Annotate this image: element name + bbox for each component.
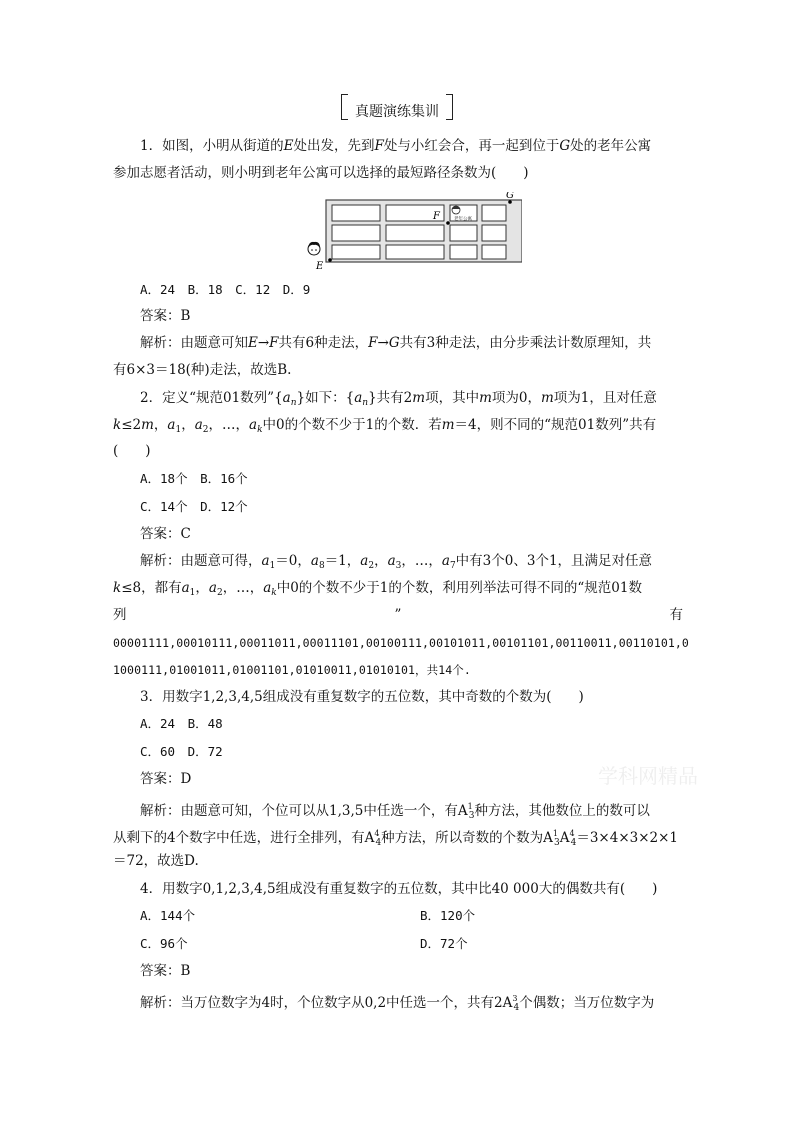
point-E <box>328 258 332 262</box>
q2-explanation-line2: k≤8，都有$a_1$，$a_2$，…，$a_k$中0的个数不少于1的个数，利用列举法可得不同的“规范01数 <box>113 580 642 598</box>
q3-explanation-line1: 解析：由题意可知，个位可以从1,3,5中任选一个，有$A^1_3$种方法，其他数位上的数可以 <box>140 802 650 821</box>
label-F: F <box>433 211 440 222</box>
q1-answer: 答案：B <box>140 308 191 324</box>
q4-answer: 答案：B <box>140 963 191 979</box>
q2-sequence-list-line2: 1000111,01001011,01001101,01010011,01010101，共14个. <box>113 663 471 677</box>
watermark: 学科网精品 <box>598 764 698 788</box>
q3-answer: 答案：D <box>140 771 192 787</box>
q2-line3: ( ) <box>113 443 151 459</box>
section-title-text: 真题演练集训 <box>355 104 439 120</box>
label-G: G <box>506 192 514 201</box>
q1-explanation-line1: 解析：由题意可知E→F共有6种走法，F→G共有3种走法，由分步乘法计数原理知，共 <box>140 335 652 351</box>
q2-explanation-line1: 解析：由题意可得，$a_1=0$，$a_8=1$，$a_2$，$a_3$，…，$a_7$中有3个0、3个1，且满足对任意 <box>140 553 653 571</box>
q3-explanation-line3: ＝72，故选D. <box>113 853 199 869</box>
q4-line1: 4．用数字0,1,2,3,4,5组成没有重复数字的五位数，其中比40 000大的偶数共有( ) <box>140 881 658 897</box>
boy-icon <box>308 242 320 255</box>
q3-options-ab: A．24 B．48 <box>140 716 223 731</box>
right-bracket <box>446 94 453 120</box>
q1-line1: 1．如图，小明从街道的E处出发，先到F处与小红会合，再一起到位于G处的老年公寓 <box>140 138 652 154</box>
q1-options: A．24 B．18 C．12 D．9 <box>140 282 311 297</box>
q2-sequence-list-line1: 00001111,00010111,00011011,00011101,00100111,00101011,00101101,00110011,00110101,0 <box>113 636 689 650</box>
point-F <box>446 221 450 225</box>
section-title <box>341 94 453 120</box>
q3-line1: 3．用数字1,2,3,4,5组成没有重复数字的五位数，其中奇数的个数为( ) <box>140 689 584 705</box>
q3-explanation-line2: 从剩下的4个数字中任选，进行全排列，有$A^4_4$种方法，所以奇数的个数为$A^1_3A^4_4=3\times 4\times 3\times 2\times 1$ <box>113 829 679 848</box>
apartment-sign: 老年公寓 <box>454 217 472 222</box>
girl-icon <box>452 206 460 214</box>
q2-answer: 答案：C <box>140 526 191 542</box>
q2-line1: 2．定义“规范01数列$”\{a_n\}$如下：$\{a_n\}$共有2m项，其中m项为0，m项为1，且对任意 <box>140 390 657 408</box>
q1-explanation-line2: 有6×3＝18(种)走法，故选B. <box>113 362 292 378</box>
q4-options-row2: C．96个 D．72个 <box>140 936 468 951</box>
q2-options-cd: C．14个 D．12个 <box>140 499 248 514</box>
label-E: E <box>316 261 324 270</box>
q4-options-row1: A．144个 B．120个 <box>140 908 476 923</box>
q2-explanation-line3: 列 ” 有 <box>113 607 683 623</box>
q4-explanation-line1: 解析：当万位数字为4时，个位数字从0,2中任选一个，共有$2A^3_4$个偶数；当万位数字为 <box>140 994 655 1013</box>
section-header <box>0 94 794 124</box>
left-bracket <box>341 94 348 120</box>
q2-line2: k≤2m，$a_1$，$a_2$，…，$a_k$中0的个数不少于1的个数．若m＝4，则不同的“规范01数列”共有 <box>113 417 657 435</box>
street-grid-figure <box>300 192 522 270</box>
q2-options-ab: A．18个 B．16个 <box>140 471 248 486</box>
q1-line2: 参加志愿者活动，则小明到老年公寓可以选择的最短路径条数为( ) <box>113 165 529 181</box>
q3-options-cd: C．60 D．72 <box>140 744 223 759</box>
